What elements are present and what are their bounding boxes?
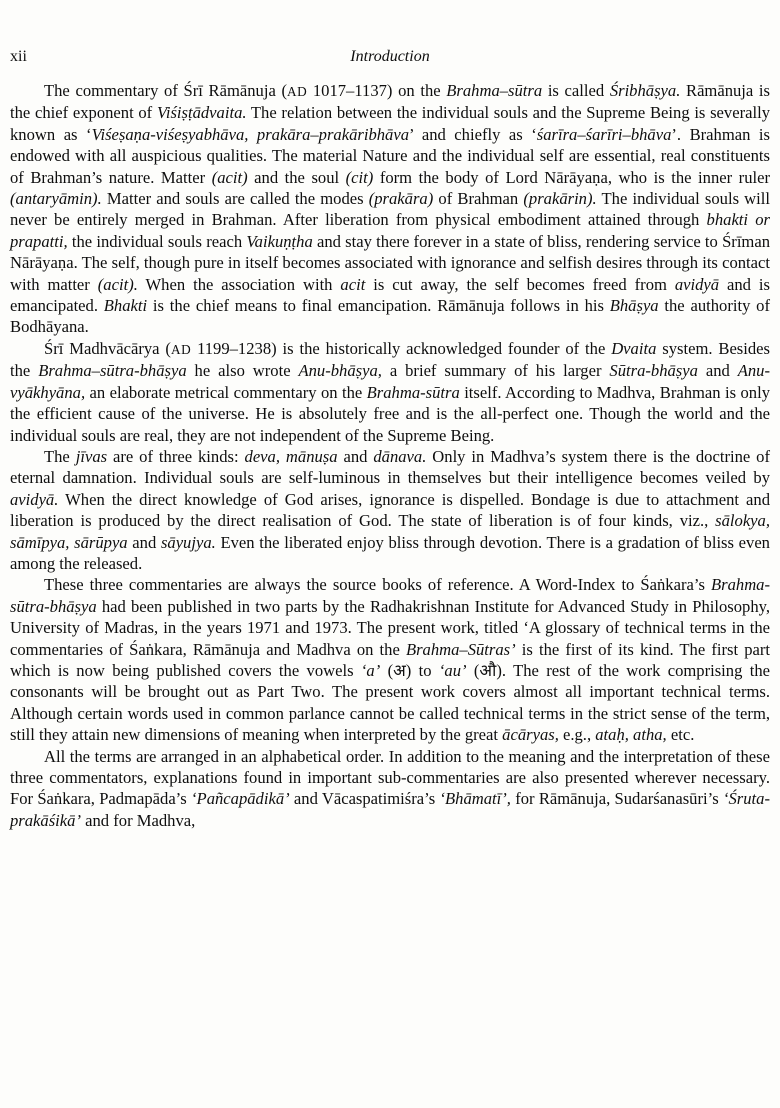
page-number: xii: [10, 48, 27, 65]
text-run: Brahma-sūtra: [366, 382, 460, 402]
text-run: had been published in two parts by the Radhakrishnan Institute for Advanced Study in Philosophy, University of Madras, in the years 1971 and 1973. The present work, titled ‘A glossary of technical terms in the commentaries of Śaṅkara, Rāmānuja and Madhva on the: [10, 596, 770, 659]
text-run: Bhāṣya: [609, 296, 659, 316]
text-run: Brahma-sūtra-bhāṣya: [10, 575, 770, 616]
paragraph: [10, 338, 770, 446]
text-run: All the terms are arranged in an alphabetical order. In addition to the meaning and the interpretation of these three commentators, explanations found in important sub-commentaries are also presented wherever necessary. For Śaṅkara, Padmapāda’s: [10, 746, 770, 809]
text-run: Anu-vyākhyāna,: [10, 361, 770, 402]
page-body: [10, 80, 770, 831]
text-run: ācāryas,: [502, 725, 559, 745]
text-run: bhakti or prapatti,: [10, 210, 770, 251]
text-run: When the direct knowledge of God arises, ignorance is dispelled. Bondage is due to attachment and liberation is produced by the direct realisation of God. The state of liberation is of four kinds, viz.,: [10, 489, 770, 531]
text-run: dānava.: [373, 446, 427, 466]
text-run: he also wrote: [186, 361, 299, 381]
text-run: Even the liberated enjoy bliss through devotion. There is a gradation of bliss even among the released.: [10, 532, 770, 573]
text-run: The individual souls will never be entirely merged in Brahman. After liberation from physical embodiment attained through: [10, 189, 770, 230]
text-run: Matter and souls are called the modes: [101, 189, 369, 209]
text-run: (अ) to: [380, 660, 439, 680]
text-run: jīvas: [75, 446, 108, 466]
text-run: ‘Bhāmatī’,: [439, 789, 511, 809]
text-run: is called: [542, 81, 610, 100]
text-run: Only in Madhva’s system there is the doctrine of eternal damnation. Individual souls are self-luminous in themselves but their intelligence becomes veiled by: [10, 446, 770, 488]
paragraph: [10, 80, 770, 338]
text-run: ‘a’: [360, 660, 381, 680]
text-run: Viśeṣaṇa-viśeṣyabhāva, prakāra–prakāribhāva: [91, 124, 410, 144]
text-run: the authority of Bodhāyana.: [10, 296, 770, 337]
paragraph: [10, 746, 770, 832]
text-run: system. Besides the: [10, 338, 770, 381]
page-title: Introduction: [350, 48, 430, 65]
text-run: 1017–1137) on the: [307, 81, 447, 100]
text-run: Bhakti: [103, 296, 148, 316]
text-run: Śrī Madhvācārya (: [44, 338, 171, 358]
text-run: ’. Brahman is endowed with all auspicious qualities. The material Nature and the individual self are essential, real constituents of Brahman’s nature. Matter: [10, 124, 770, 187]
text-run: (prakāra): [368, 189, 434, 209]
text-run: and stay there forever in a state of bliss, rendering service to Śrīman Nārāyaṇa. The self, though pure in itself becomes associated with ignorance and selfish desires through its contact with matter: [10, 231, 771, 294]
text-run: ‘Pañcapādikā’: [191, 789, 290, 809]
text-run: itself. According to Madhva, Brahman is only the efficient cause of the universe. He is absolutely free and is the all-perfect one. Though the world and the individual souls are real, they are not independent of the Supreme Being.: [10, 382, 770, 445]
text-run: form the body of Lord Nārāyaṇa, who is the inner ruler: [373, 167, 770, 187]
text-run: (antaryāmin).: [10, 189, 102, 209]
text-run: When the association with: [137, 274, 341, 294]
text-run: and is emancipated.: [10, 274, 770, 316]
text-run: sāyujya.: [160, 532, 216, 552]
text-run: sālokya, sāmīpya, sārūpya: [10, 511, 770, 552]
text-run: (acit): [211, 167, 248, 187]
text-run: Rāmānuja is the chief exponent of: [10, 81, 770, 123]
text-run: Anu-bhāṣya,: [298, 361, 382, 381]
text-run: The relation between the individual souls and the Supreme Being is severally known as ‘: [10, 103, 770, 144]
paragraph: [10, 574, 770, 745]
text-run: (acit).: [97, 274, 138, 294]
text-run: AD: [286, 84, 308, 99]
text-run: AD: [170, 341, 192, 357]
page-header: [10, 48, 770, 74]
text-run: and Vācaspatimiśra’s: [289, 789, 440, 809]
text-run: Brahma–sūtra-bhāṣya: [38, 361, 187, 381]
text-run: These three commentaries are always the source books of reference. A Word-Index to Śaṅkara’s: [44, 575, 711, 595]
text-run: etc.: [666, 725, 695, 745]
text-run: Viśiṣṭādvaita.: [156, 103, 247, 123]
text-run: and: [127, 532, 161, 552]
text-run: ataḥ, atha,: [595, 725, 667, 745]
text-run: and for Madhva,: [80, 810, 196, 830]
text-run: is cut away, the self becomes freed from: [365, 274, 675, 294]
text-run: Śribhāṣya.: [609, 81, 681, 100]
text-run: (cit): [345, 167, 374, 187]
text-run: avidyā.: [10, 489, 59, 509]
text-run: for Rāmānuja, Sudarśanasūri’s: [510, 789, 723, 809]
text-run: avidyā: [674, 274, 720, 294]
text-run: (prakārin).: [523, 189, 597, 209]
text-run: a brief summary of his larger: [381, 361, 610, 381]
text-run: 1199–1238) is the historically acknowledged founder of the: [191, 338, 612, 358]
text-run: the individual souls reach: [67, 231, 247, 251]
text-run: e.g.,: [558, 725, 596, 745]
text-run: and the soul: [247, 167, 346, 187]
text-run: (औ). The rest of the work comprising the consonants will be brought out as Part Two. The present work covers almost all important technical terms. Although certain words used in common parlance cannot be called technical terms in the strict sense of the term, still they attain new dimensions of meaning when interpreted by the great: [10, 660, 770, 745]
text-run: are of three kinds:: [107, 446, 245, 466]
text-run: deva, mānuṣa: [244, 446, 338, 466]
text-run: Dvaita: [611, 338, 657, 358]
text-run: śarīra–śarīri–bhāva: [536, 124, 672, 144]
text-run: Sūtra-bhāṣya: [609, 361, 698, 381]
text-run: ’ and chiefly as ‘: [409, 124, 537, 144]
text-run: and: [697, 361, 738, 381]
text-run: ‘Śruta-prakāśikā’: [10, 789, 770, 830]
text-run: Brahma–Sūtras’: [405, 639, 516, 659]
text-run: Vaikuṇṭha: [246, 231, 313, 251]
text-run: an elaborate metrical commentary on the: [85, 382, 367, 402]
text-run: and: [337, 446, 374, 466]
text-run: acit: [340, 274, 366, 294]
text-run: The: [44, 446, 76, 466]
text-run: is the first of its kind. The first part which is now being published covers the vowels: [10, 639, 770, 680]
paragraph: [10, 446, 770, 574]
text-run: of Brahman: [433, 189, 524, 209]
text-run: is the chief means to final emancipation. Rāmānuja follows in his: [147, 296, 610, 316]
text-run: The commentary of Śrī Rāmānuja (: [44, 81, 287, 100]
text-run: Brahma–sūtra: [446, 81, 543, 100]
text-run: ‘au’: [438, 660, 467, 680]
